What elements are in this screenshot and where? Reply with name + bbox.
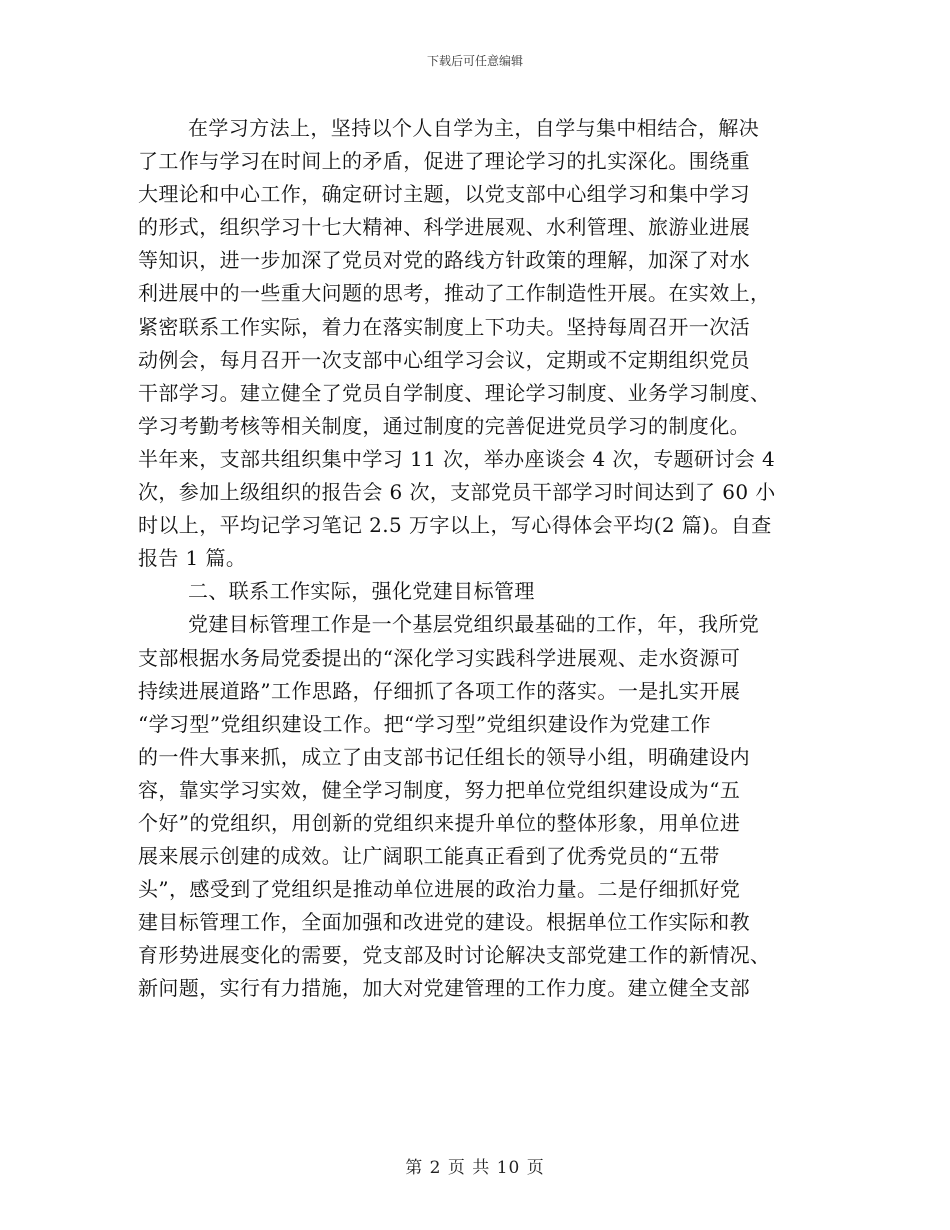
text-line: 学习考勤考核等相关制度，通过制度的完善促进党员学习的制度化。 bbox=[138, 413, 750, 438]
text-line: 头”，感受到了党组织是推动单位进展的政治力量。二是仔细抓好党 bbox=[138, 877, 741, 902]
text-line: 展来展示创建的成效。让广阔职工能真正看到了优秀党员的“五带 bbox=[138, 844, 720, 869]
text-line: 的形式，组织学习十七大精神、科学进展观、水利管理、旅游业进展 bbox=[138, 215, 750, 240]
text-line: 时以上，平均记学习笔记 2.5 万字以上，写心得体会平均(2 篇)。自查 bbox=[138, 513, 772, 538]
text-line: “学习型”党组织建设工作。把“学习型”党组织建设作为党建工作 bbox=[138, 711, 711, 736]
text-line: 在学习方法上，坚持以个人自学为主，自学与集中相结合，解决 bbox=[188, 116, 760, 140]
text-line: 的一件大事来抓，成立了由支部书记任组长的领导小组，明确建设内 bbox=[138, 744, 750, 769]
text-line: 等知识，进一步加深了党员对党的路线方针政策的理解，加深了对水 bbox=[138, 248, 750, 273]
text-line: 了工作与学习在时间上的矛盾，促进了理论学习的扎实深化。围绕重 bbox=[138, 149, 750, 174]
text-line: 报告 1 篇。 bbox=[138, 546, 247, 571]
text-line: 育形势进展变化的需要，党支部及时讨论解决支部党建工作的新情况、 bbox=[138, 943, 771, 968]
text-line: 支部根据水务局党委提出的“深化学习实践科学进展观、走水资源可 bbox=[138, 645, 741, 670]
text-line: 动例会，每月召开一次支部中心组学习会议，定期或不定期组织党员 bbox=[138, 347, 750, 372]
text-line: 建目标管理工作，全面加强和改进党的建设。根据单位工作实际和教 bbox=[138, 910, 750, 935]
text-line: 半年来，支部共组织集中学习 11 次，举办座谈会 4 次，专题研讨会 4 bbox=[138, 446, 776, 471]
text-line: 利进展中的一些重大问题的思考，推动了工作制造性开展。在实效上， bbox=[138, 281, 771, 306]
text-line: 干部学习。建立健全了党员自学制度、理论学习制度、业务学习制度、 bbox=[138, 380, 771, 405]
text-line: 容，靠实学习实效，健全学习制度，努力把单位党组织建设成为“五 bbox=[138, 777, 741, 802]
text-line: 党建目标管理工作是一个基层党组织最基础的工作，年，我所党 bbox=[188, 612, 760, 637]
text-line: 新问题，实行有力措施，加大对党建管理的工作力度。建立健全支部 bbox=[138, 976, 750, 1001]
page-number-footer: 第 2 页 共 10 页 bbox=[405, 1158, 545, 1178]
section-heading: 二、联系工作实际，强化党建目标管理 bbox=[188, 579, 535, 604]
text-line: 次，参加上级组织的报告会 6 次，支部党员干部学习时间达到了 60 小 bbox=[138, 480, 776, 505]
text-line: 大理论和中心工作，确定研讨主题，以党支部中心组学习和集中学习 bbox=[138, 182, 750, 207]
page-header: 下载后可任意编辑 bbox=[426, 54, 523, 68]
text-line: 紧密联系工作实际，着力在落实制度上下功夫。坚持每周召开一次活 bbox=[138, 314, 750, 339]
text-line: 个好”的党组织，用创新的党组织来提升单位的整体形象，用单位进 bbox=[138, 810, 741, 835]
document-body bbox=[138, 112, 818, 1006]
text-line: 持续进展道路”工作思路，仔细抓了各项工作的落实。一是扎实开展 bbox=[138, 678, 741, 703]
